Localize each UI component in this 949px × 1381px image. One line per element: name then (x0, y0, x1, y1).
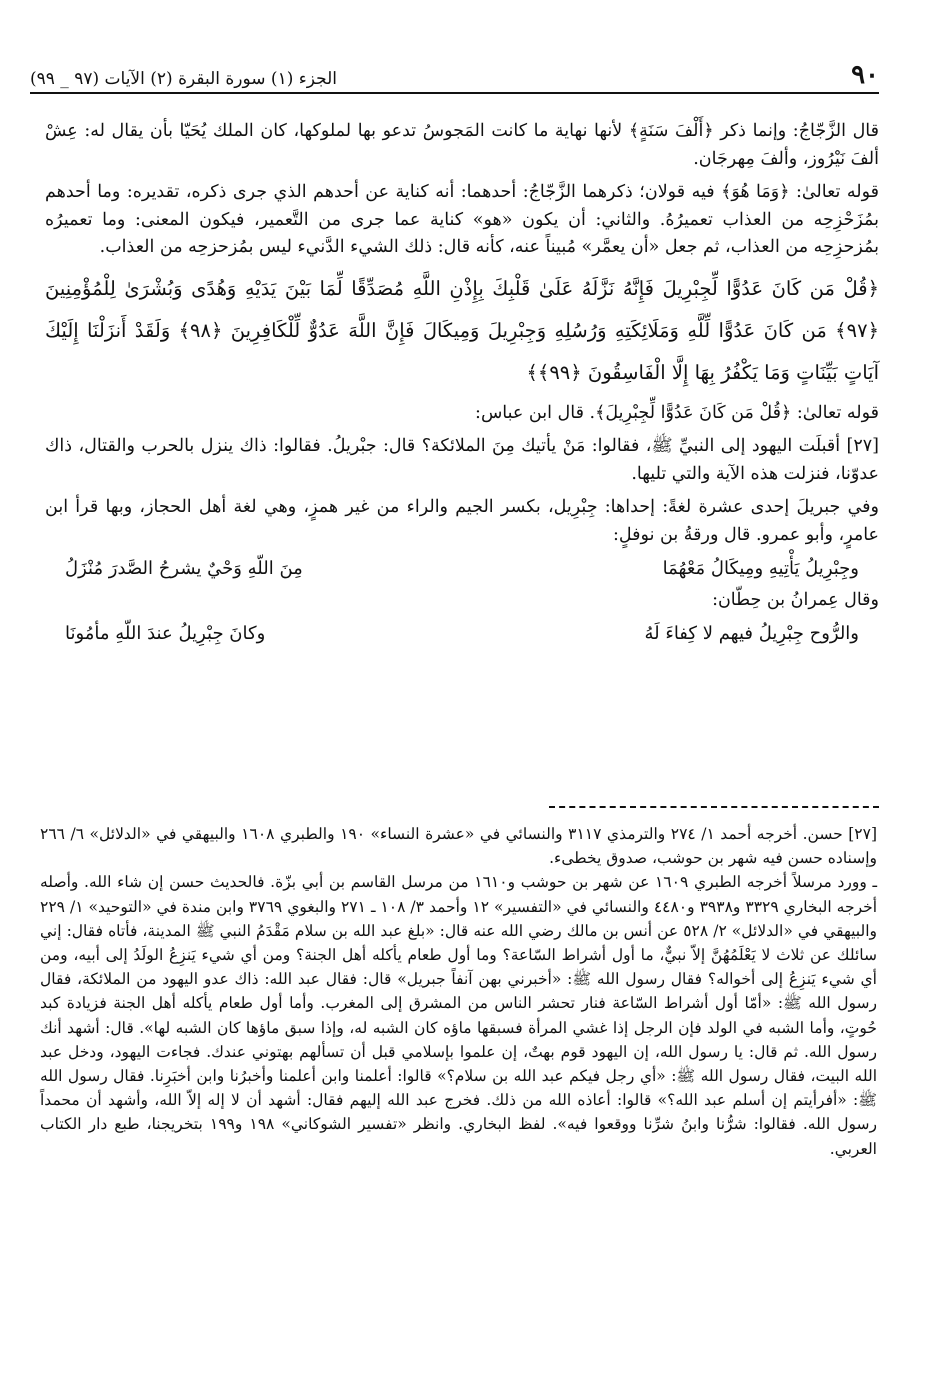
footnote-separator (549, 806, 879, 808)
footnote-27-takhrij: ـ وورد مرسلاً أخرجه الطبري ١٦٠٩ عن شهر بن حوشب و١٦١٠ من مرسل القاسم بن أبي بزّة. فالحديث حسن إن شاء الله. وأصله أخرجه البخاري ٣٣٢٩ و٣٩٣٨ و٤٤٨٠ والنسائي في «التفسير» ١٢ وأحمد ٣/ ١٠٨ ـ ٢٧١ والبغوي ٣٧٦٩ وابن مندة في «التوحيد» ١/ ٢٢٩ والبيهقي في «الدلائل» ٢/ ٥٢٨ عن أنس بن مالك رضي الله عنه قال: «بلغ عبد الله بن سلام مَقْدَمُ النبي ﷺ المدينة، فأتاه فقال: إني سائلك عن ثلاث لا يَعْلَمُهُنَّ إلاّ نبيٌّ، ما أول أشراط السّاعة؟ وما أول طعام يأكله أهل الجنة؟ ومن أي شيء يَنزِعُ الولَدُ إلى أبيه، ومن أي شيء يَنزِعُ إلى أخواله؟ فقال رسول الله ﷺ: «أخبرني بهن آنفاً جبريل» قال: فقال عبد الله: ذاك عدو اليهود من الملائكة، فقال رسول الله ﷺ: «أمّا أول أشراط السّاعة فنار تحشر الناس من المشرق إلى المغرب. وأما أول طعام يأكله أهل الجنة فزيادة كبد حُوتٍ، وأما الشبه في الولد فإن الرجل إذا غشي المرأة فسبقها ماؤه كان الشبه له، وإذا سبق ماؤها كان الشبه لها». قال: أشهد أنك رسول الله. ثم قال: يا رسول الله، إن اليهود قوم بهتٌ، إن علموا بإسلامي قبل أن تسألهم بهتوني عندك. فجاءت اليهود، ودخل عبد الله البيت، فقال رسول الله ﷺ: «أي رجل فيكم عبد الله بن سلام؟» قالوا: أعلمنا وابن أعلمنا وأخبرُنا وابن أخبَرِنا. فقال رسول الله ﷺ: «أفرأيتم إن أسلم عبد الله؟» قالوا: أعاذه الله من ذلك. فخرج عبد الله إليهم فقال: أشهد أن لا إله إلاّ الله، وأشهد أن محمداً رسول الله. فقالوا: شرُّنا وابنُ شرِّنا ووقعوا فيه». لفظ البخاري. وانظر «تفسير الشوكاني» ١٩٨ و١٩٩ بتخريجنا، طبع دار الكتاب العربي. (40, 873, 878, 1158)
paragraph-zajjaj: قال الزَّجّاجُ: وإنما ذكر ﴿أَلْفَ سَنَةٍ﴾ لأنها نهاية ما كانت المَجوسُ تدعو بها لملوكها، كان الملك يُحَيّا بأن يقال له: عِشْ ألفَ نَيْرُوز، وألفَ مِهرجَان. (45, 121, 879, 169)
paragraph-qawluhu: قوله تعالىٰ: ﴿قُلْ مَن كَانَ عَدُوًّا لِّجِبْرِيلَ﴾. قال ابن عباس: (475, 402, 879, 423)
poem-verse-2 (65, 620, 859, 648)
verse-1-first-half: وجِبْرِيلُ يَأْتِيهِ ومِيكَالُ مَعْهُمَا (662, 558, 859, 579)
verse-2-second-half: وكانَ جِبْرِيلُ عندَ اللّهِ مأمُونَا (65, 623, 266, 644)
verse-1-second-half: مِنَ اللّهِ وَحْيٌ يشرحُ الصَّدرَ مُنْزَلُ (65, 558, 303, 579)
main-text (45, 118, 879, 652)
paragraph-jibril-languages: وفي جبريلَ إحدى عشرة لغةً: إحداها: جِبْرِيل، بكسر الجيم والراء من غير همزٍ، وهي لغة أهل الحجاز، وبها قرأ ابن عامرٍ، وأبو عمرو. قال ورقةُ بن نوفلٍ: (45, 497, 879, 545)
running-head: الجزء (١) سورة البقرة (٢) الآيات (٩٧ _ ٩٩) (30, 69, 338, 89)
page-number: ٩٠ (851, 60, 879, 90)
footnotes (40, 822, 877, 1161)
paragraph-wa-ma-huwa: قوله تعالىٰ: ﴿وَمَا هُوَ﴾ فيه قولان؛ ذكرهما الزَّجّاجُ: أحدهما: أنه كناية عن أحدهم الذي جرى ذكره، تقديره: وما أحدهم بمُزَحْزِحِه من العذاب تعميرُهُ. والثاني: أن يكون «هو» كناية عما جرى من التَّعمير، فيكون المعنى: وما تعميرُه بمُزحزِحِه من العذاب، ثم جعل «أن يعمَّر» مُبيناً عنه، كأنه قال: ذلك الشيء الدَّنيء ليس بمُزحزحِه من العذاب. (45, 182, 879, 257)
paragraph-hadith-27: [٢٧] أقبلَت اليهود إلى النبيِّ ﷺ، فقالوا: مَنْ يأتيك مِنَ الملائكة؟ قال: جبْريلُ. فقالوا: ذاك ينزل بالحرب والقتال، ذاك عدوّنا، فنزلت هذه الآية والتي تليها. (45, 436, 879, 484)
poem-verse-1 (65, 555, 859, 583)
footnote-27-grading: [٢٧] حسن. أخرجه أحمد ١/ ٢٧٤ والترمذي ٣١١٧ والنسائي في «عشرة النساء» ١٩٠ والطبري ١٦٠٨ والبيهقي في «الدلائل» ٦/ ٢٦٦ وإسناده حسن فيه شهر بن حوشب، صدوق يخطىء. (40, 825, 878, 868)
paragraph-imran: وقال عِمرانُ بن حِطّان: (712, 589, 879, 610)
quran-verses: ﴿قُلْ مَن كَانَ عَدُوًّا لِّجِبْرِيلَ فَإِنَّهُ نَزَّلَهُ عَلَىٰ قَلْبِكَ بِإِذْنِ اللَّهِ مُصَدِّقًا لِّمَا بَيْنَ يَدَيْهِ وَهُدًى وَبُشْرَىٰ لِلْمُؤْمِنِينَ ﴿٩٧﴾ مَن كَانَ عَدُوًّا لِّلَّهِ وَمَلَائِكَتِهِ وَرُسُلِهِ وَجِبْرِيلَ وَمِيكَالَ فَإِنَّ اللَّهَ عَدُوٌّ لِّلْكَافِرِينَ ﴿٩٨﴾ وَلَقَدْ أَنزَلْنَا إِلَيْكَ آيَاتٍ بَيِّنَاتٍ وَمَا يَكْفُرُ بِهَا إِلَّا الْفَاسِقُونَ ﴿٩٩﴾﴾ (45, 276, 879, 384)
verse-2-first-half: والرُّوح جِبْرِيلُ فيهم لا كِفاءَ لَهُ (644, 623, 859, 644)
page-header (30, 58, 879, 94)
